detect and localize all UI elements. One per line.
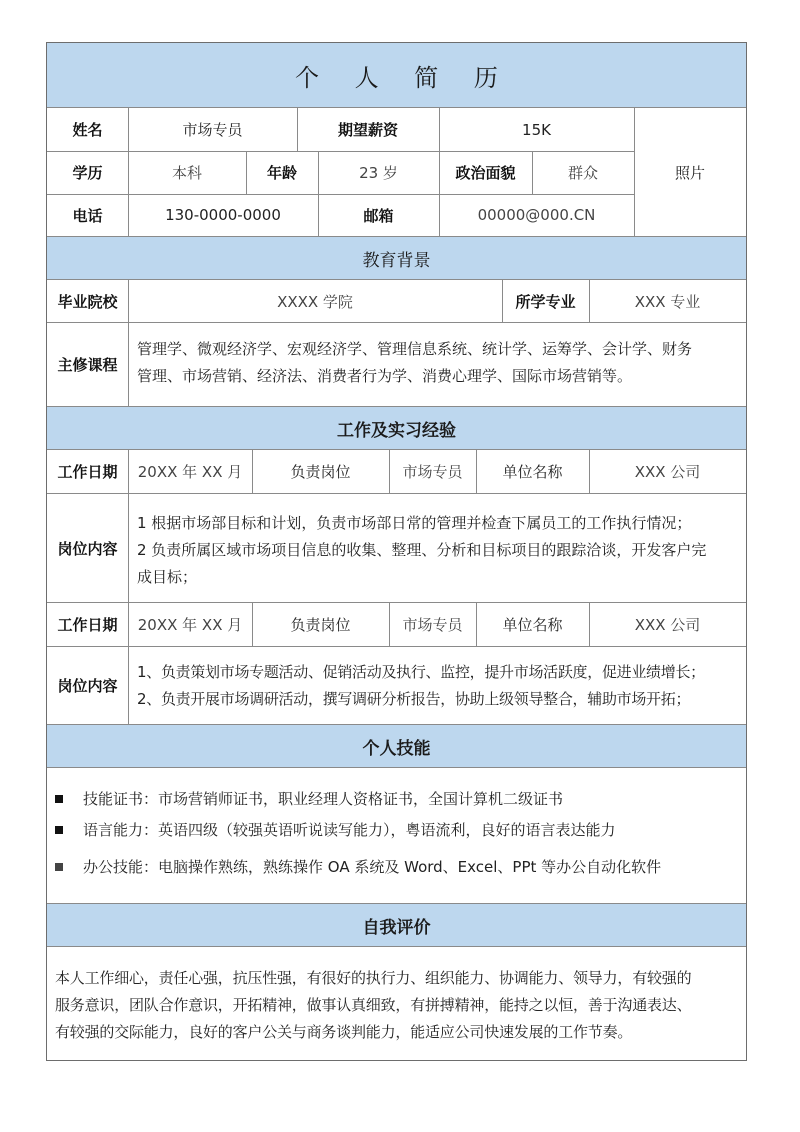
divider xyxy=(47,646,746,647)
work-company-label: 单位名称 xyxy=(502,616,563,634)
phone-label: 电话 xyxy=(72,206,103,225)
work-company-value: XXX 公司 xyxy=(634,463,701,481)
age-value: 23 岁 xyxy=(359,164,398,182)
photo-placeholder[interactable]: 照片 xyxy=(674,163,705,182)
courses-line: 管理、市场营销、经济法、消费者行为学、消费心理学、国际市场营销等。 xyxy=(137,367,633,385)
divider xyxy=(476,603,477,646)
divider xyxy=(589,450,590,493)
divider xyxy=(476,450,477,493)
resume-title: 个 人 简 历 xyxy=(47,43,746,107)
self-eval-line: 本人工作细心，责任心强，抗压性强，有很好的执行力、组织能力、协调能力、领导力，有较强的 xyxy=(55,969,692,987)
divider xyxy=(318,151,319,236)
work-content-label: 岗位内容 xyxy=(57,677,118,695)
divider xyxy=(297,108,298,151)
education-heading: 教育背景 xyxy=(47,237,746,279)
self-eval-line: 服务意识，团队合作意识，开拓精神，做事认真细致，有拼搏精神，能持之以恒，善于沟通表达、 xyxy=(55,996,692,1014)
major-value: XXX 专业 xyxy=(634,292,701,311)
age-label: 年龄 xyxy=(266,164,297,182)
skills-heading: 个人技能 xyxy=(47,725,746,767)
skill-item xyxy=(55,856,661,877)
divider xyxy=(532,151,533,194)
divider xyxy=(252,603,253,646)
divider xyxy=(128,108,129,236)
work-date-value: 20XX 年 XX 月 xyxy=(137,463,243,481)
work-date-label: 工作日期 xyxy=(57,463,118,481)
courses-label: 主修课程 xyxy=(57,356,118,374)
divider xyxy=(439,108,440,236)
work-date-label: 工作日期 xyxy=(57,616,118,634)
work-content-line: 2、负责开展市场调研活动，撰写调研分析报告，协助上级领导整合，辅助市场开拓； xyxy=(137,690,691,708)
work-position-value: 市场专员 xyxy=(402,616,463,634)
divider xyxy=(589,280,590,322)
name-value: 市场专员 xyxy=(182,121,243,139)
skill-text: 办公技能：电脑操作熟练，熟练操作 OA 系统及 Word、Excel、PPt 等办公自动化软件 xyxy=(83,858,662,876)
work-content-text xyxy=(137,659,745,713)
bullet-square-icon xyxy=(55,826,63,834)
self-eval-heading: 自我评价 xyxy=(47,904,746,946)
major-label: 所学专业 xyxy=(515,292,576,311)
education-label: 学历 xyxy=(72,164,103,182)
work-company-value: XXX 公司 xyxy=(634,616,701,634)
work-position-value: 市场专员 xyxy=(402,463,463,481)
skill-text: 技能证书：市场营销师证书，职业经理人资格证书，全国计算机二级证书 xyxy=(83,790,564,808)
bullet-square-icon xyxy=(55,795,63,803)
salary-value: 15K xyxy=(522,120,551,139)
skill-item xyxy=(55,819,616,840)
work-company-label: 单位名称 xyxy=(502,463,563,481)
divider xyxy=(252,450,253,493)
bullet-square-icon xyxy=(55,863,63,871)
resume-sheet xyxy=(46,42,747,1061)
email-label: 邮箱 xyxy=(363,206,394,225)
work-heading: 工作及实习经验 xyxy=(47,407,746,449)
self-eval-text xyxy=(55,965,745,1046)
divider xyxy=(128,450,129,724)
work-content-label: 岗位内容 xyxy=(57,539,118,558)
salary-label: 期望薪资 xyxy=(337,121,398,139)
self-eval-line: 有较强的交际能力，良好的客户公关与商务谈判能力，能适应公司快速发展的工作节奏。 xyxy=(55,1023,633,1041)
work-content-line: 1 根据市场部目标和计划，负责市场部日常的管理并检查下属员工的工作执行情况； xyxy=(137,514,692,532)
divider xyxy=(502,280,503,322)
work-content-line: 成目标； xyxy=(137,568,198,586)
divider xyxy=(47,767,746,768)
courses-line: 管理学、微观经济学、宏观经济学、管理信息系统、统计学、运筹学、会计学、财务 xyxy=(137,340,693,358)
divider xyxy=(634,108,635,236)
divider xyxy=(389,450,390,493)
name-label: 姓名 xyxy=(72,121,103,139)
divider xyxy=(389,603,390,646)
education-value: 本科 xyxy=(171,164,202,182)
divider xyxy=(47,151,634,152)
courses-text xyxy=(137,336,742,390)
email-value: 00000@000.CN xyxy=(477,206,596,224)
divider xyxy=(47,322,746,323)
divider xyxy=(47,946,746,947)
divider xyxy=(47,493,746,494)
skill-item xyxy=(55,788,563,809)
work-position-label: 负责岗位 xyxy=(290,616,351,634)
work-position-label: 负责岗位 xyxy=(290,463,351,481)
school-label: 毕业院校 xyxy=(57,292,118,311)
work-content-line: 1、负责策划市场专题活动、促销活动及执行、监控，提升市场活跃度，促进业绩增长； xyxy=(137,663,705,681)
phone-value: 130-0000-0000 xyxy=(165,206,281,224)
divider xyxy=(47,194,634,195)
work-content-line: 2 负责所属区域市场项目信息的收集、整理、分析和目标项目的跟踪洽谈，开发客户完 xyxy=(137,541,707,559)
school-value: XXXX 学院 xyxy=(277,292,353,311)
divider xyxy=(246,151,247,194)
work-content-text xyxy=(137,510,745,591)
work-date-value: 20XX 年 XX 月 xyxy=(137,616,243,634)
politics-label: 政治面貌 xyxy=(455,164,516,182)
divider xyxy=(589,603,590,646)
skill-text: 语言能力：英语四级（较强英语听说读写能力），粤语流利，良好的语言表达能力 xyxy=(83,821,616,839)
politics-value: 群众 xyxy=(567,164,598,182)
divider xyxy=(128,280,129,406)
